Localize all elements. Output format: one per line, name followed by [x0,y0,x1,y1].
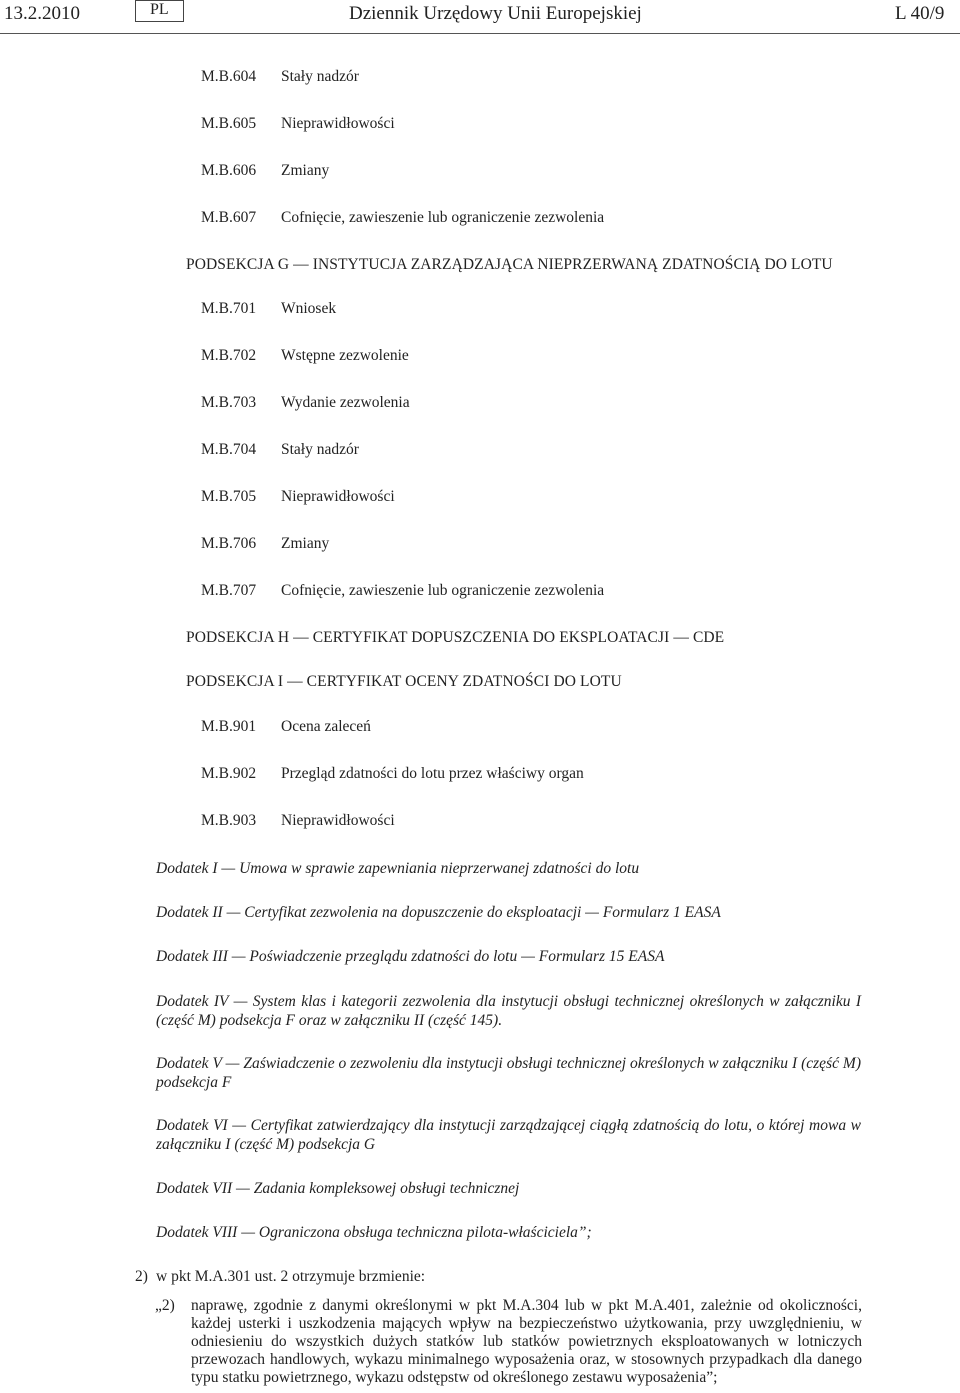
header-date: 13.2.2010 [4,3,80,24]
amendment-number: 2) [135,1268,148,1285]
item-code: M.B.706 [201,535,257,552]
item-code: M.B.901 [201,718,257,735]
item-code: M.B.701 [201,300,257,317]
appendix-entry: Dodatek VIII — Ograniczona obsługa techniczna pilota-właściciela”; [156,1224,592,1241]
item-code: M.B.702 [201,347,257,364]
item-title: Nieprawidłowości [281,812,395,829]
header-rule [0,33,960,34]
item-title: Zmiany [281,162,330,179]
item-code: M.B.707 [201,582,257,599]
item-title: Przegląd zdatności do lotu przez właściwy organ [281,765,584,782]
item-title: Stały nadzór [281,441,359,458]
item-code: M.B.704 [201,441,257,458]
section-heading-h: PODSEKCJA H — CERTYFIKAT DOPUSZCZENIA DO EKSPLOATACJI — CDE [186,629,725,646]
appendix-entry: Dodatek VII — Zadania kompleksowej obsługi technicznej [156,1180,520,1197]
item-title: Wydanie zezwolenia [281,394,410,411]
appendix-entry: Dodatek III — Poświadczenie przeglądu zdatności do lotu — Formularz 15 EASA [156,948,665,965]
journal-title: Dziennik Urzędowy Unii Europejskiej [349,3,642,24]
item-title: Nieprawidłowości [281,115,395,132]
item-code: M.B.606 [201,162,257,179]
item-code: M.B.604 [201,68,257,85]
language-badge-label: PL [150,1,169,18]
item-code: M.B.903 [201,812,257,829]
appendix-entry: Dodatek II — Certyfikat zezwolenia na dopuszczenie do eksploatacji — Formularz 1 EASA [156,904,721,921]
item-title: Wstępne zezwolenie [281,347,409,364]
appendix-entry: Dodatek I — Umowa w sprawie zapewniania nieprzerwanej zdatności do lotu [156,860,640,877]
item-title: Cofnięcie, zawieszenie lub ograniczenie zezwolenia [281,582,605,599]
item-code: M.B.705 [201,488,257,505]
section-heading-i: PODSEKCJA I — CERTYFIKAT OCENY ZDATNOŚCI DO LOTU [186,673,622,690]
item-title: Ocena zaleceń [281,718,371,735]
appendix-entry: Dodatek IV — System klas i kategorii zezwolenia dla instytucji obsługi technicznej określonych w załączniku I (część M) podsekcja F oraz w załączniku II (część 145). [156,993,861,1029]
item-title: Wniosek [281,300,337,317]
item-title: Zmiany [281,535,330,552]
page-number: L 40/9 [895,3,945,24]
item-title: Stały nadzór [281,68,359,85]
item-title: Nieprawidłowości [281,488,395,505]
appendix-entry: Dodatek V — Zaświadczenie o zezwoleniu dla instytucji obsługi technicznej określonych w załączniku I (część M) podsekcja F [156,1055,861,1091]
item-code: M.B.902 [201,765,257,782]
section-heading-g: PODSEKCJA G — INSTYTUCJA ZARZĄDZAJĄCA NIEPRZERWANĄ ZDATNOŚCIĄ DO LOTU [186,256,833,273]
quote-paragraph: naprawę, zgodnie z danymi określonymi w pkt M.A.304 lub w pkt M.A.401, zależnie od okoliczności, każdej usterki i uszkodzenia mających wpływ na bezpieczeństwo użytkowania, przy uwzględnieniu, w odniesieniu do wszystkich dużych statków lub statków powietrznych eksploatowanych w lotniczych przewozach handlowych, wykazu minimalnego wyposażenia oraz, w stosownych przypadkach dla danego typu statku powietrznego, wykazu odstępstw od określonego zestawu wyposażenia”; [191,1297,862,1386]
item-code: M.B.605 [201,115,257,132]
item-title: Cofnięcie, zawieszenie lub ograniczenie zezwolenia [281,209,605,226]
appendix-entry: Dodatek VI — Certyfikat zatwierdzający dla instytucji zarządzającej ciągłą zdatnością do lotu, o której mowa w załączniku I (część M) podsekcja G [156,1117,861,1153]
item-code: M.B.703 [201,394,257,411]
item-code: M.B.607 [201,209,257,226]
amendment-text: w pkt M.A.301 ust. 2 otrzymuje brzmienie: [156,1268,426,1285]
quote-number: „2) [155,1297,175,1314]
